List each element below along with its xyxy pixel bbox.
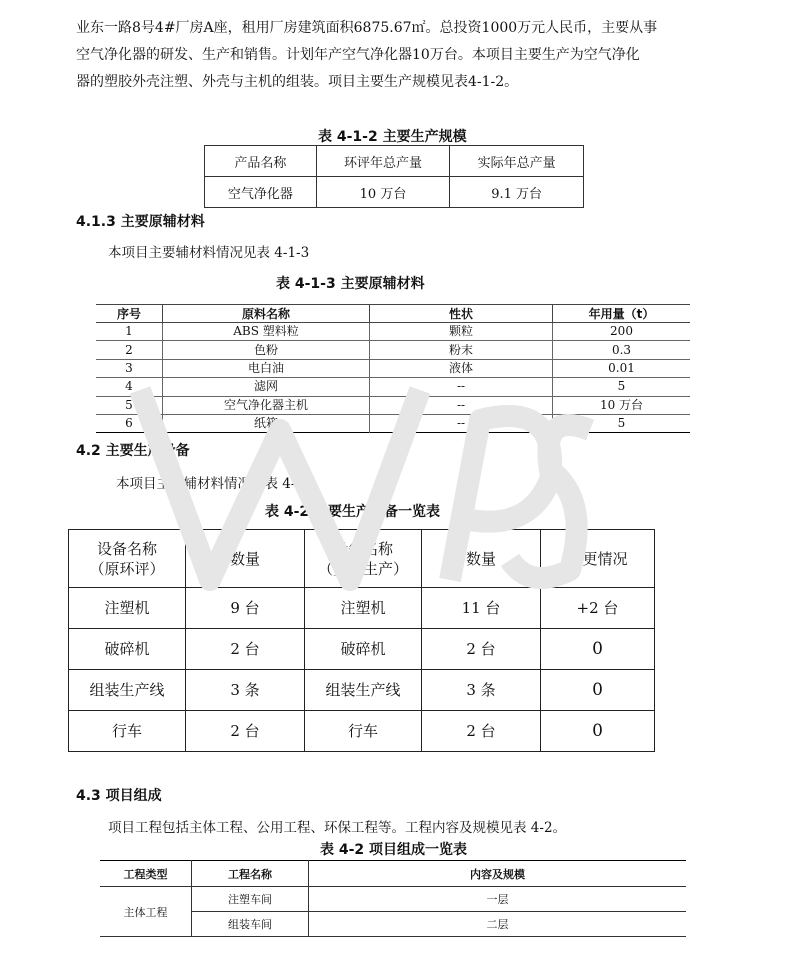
section-42-heading: 4.2 主要生产设备: [76, 443, 190, 459]
table-header: 原料名称: [163, 305, 370, 323]
table-cell: 空气净化器: [205, 177, 317, 208]
table-cell: 5: [553, 414, 691, 432]
table-header: 内容及规模: [309, 861, 687, 887]
table-cell: 6: [96, 414, 163, 432]
table-cell: 空气净化器主机: [163, 396, 370, 414]
table-row: [69, 670, 655, 711]
table-cell: 行车: [69, 711, 186, 752]
table-cell: 200: [553, 323, 691, 341]
table-cell: 滤网: [163, 378, 370, 396]
table-cell: 0: [541, 670, 655, 711]
table-cell: 电白油: [163, 359, 370, 377]
table-cell: 纸箱: [163, 414, 370, 432]
production-scale-table: [204, 145, 584, 208]
table-cell: 二层: [309, 912, 687, 937]
section-413-text: 本项目主要辅材料情况见表 4-1-3: [108, 245, 310, 261]
table-header: 年用量（t）: [553, 305, 691, 323]
table-row: [96, 323, 690, 341]
table-cell: 主体工程: [100, 887, 192, 937]
equipment-table: [68, 529, 655, 752]
intro-line: 器的塑胶外壳注塑、外壳与主机的组装。项目主要生产规模见表4-1-2。: [76, 74, 519, 90]
table-header: 产品名称: [205, 146, 317, 177]
section-413-heading: 4.1.3 主要原辅材料: [76, 214, 205, 230]
table-cell: 一层: [309, 887, 687, 912]
section-42-text: 本项目主要辅材料情况见表 4-2: [116, 476, 305, 492]
table-cell: ABS 塑料粒: [163, 323, 370, 341]
table-cell: 粉末: [370, 341, 553, 359]
table-row: [96, 378, 690, 396]
table-cell: 3 条: [422, 670, 541, 711]
table-cell: 1: [96, 323, 163, 341]
table-cell: +2 台: [541, 588, 655, 629]
table-header: 实际年总产量: [450, 146, 584, 177]
table-cell: 破碎机: [305, 629, 422, 670]
table-cell: 注塑机: [305, 588, 422, 629]
table-cell: 2 台: [186, 629, 305, 670]
table-header: 变更情况: [541, 530, 655, 588]
table-cell: 3 条: [186, 670, 305, 711]
project-composition-table: [100, 860, 686, 937]
table-cell: 组装车间: [192, 912, 309, 937]
table-header: 工程名称: [192, 861, 309, 887]
table-cell: --: [370, 414, 553, 432]
table-header: 数量: [422, 530, 541, 588]
table-cell: 9 台: [186, 588, 305, 629]
table-cell: --: [370, 396, 553, 414]
table-cell: 注塑机: [69, 588, 186, 629]
table-cell: 组装生产线: [69, 670, 186, 711]
table-row: [96, 414, 690, 432]
table-cell: --: [370, 378, 553, 396]
table-cell: 0: [541, 711, 655, 752]
table-cell: 注塑车间: [192, 887, 309, 912]
table-cell: 2: [96, 341, 163, 359]
table-413-caption: 表 4-1-3 主要原辅材料: [276, 276, 425, 292]
table-cell: 5: [553, 378, 691, 396]
table-cell: 0.3: [553, 341, 691, 359]
section-43-text: 项目工程包括主体工程、公用工程、环保工程等。工程内容及规模见表 4-2。: [108, 820, 567, 836]
table-header: 序号: [96, 305, 163, 323]
table-cell: 颗粒: [370, 323, 553, 341]
table-42-caption: 表 4-2 主要生产设备一览表: [265, 504, 441, 520]
table-row: [69, 629, 655, 670]
table-cell: 10 万台: [316, 177, 450, 208]
table-header: 设备名称 （实际生产）: [305, 530, 422, 588]
table-cell: 色粉: [163, 341, 370, 359]
table-row: [96, 396, 690, 414]
table-row: [69, 588, 655, 629]
section-43-heading: 4.3 项目组成: [76, 788, 162, 804]
table-header: 数量: [186, 530, 305, 588]
intro-line: 业东一路8号4#厂房A座，租用厂房建筑面积6875.67㎡。总投资1000万元人民币，主要从事: [76, 20, 658, 36]
table-cell: 组装生产线: [305, 670, 422, 711]
raw-materials-table: [96, 304, 690, 433]
intro-paragraph: [76, 15, 726, 96]
table-cell: 5: [96, 396, 163, 414]
table-cell: 0: [541, 629, 655, 670]
table-cell: 4: [96, 378, 163, 396]
table-cell: 液体: [370, 359, 553, 377]
table-row: [96, 341, 690, 359]
table-row: [69, 711, 655, 752]
table-cell: 10 万台: [553, 396, 691, 414]
table-header: 环评年总产量: [316, 146, 450, 177]
table-header: 工程类型: [100, 861, 192, 887]
table-cell: 破碎机: [69, 629, 186, 670]
table-42b-caption: 表 4-2 项目组成一览表: [320, 842, 468, 858]
table-412-caption: 表 4-1-2 主要生产规模: [318, 129, 467, 145]
intro-line: 空气净化器的研发、生产和销售。计划年产空气净化器10万台。本项目主要生产为空气净化: [76, 47, 640, 63]
table-row: [96, 359, 690, 377]
table-cell: 2 台: [422, 629, 541, 670]
table-cell: 2 台: [422, 711, 541, 752]
table-cell: 3: [96, 359, 163, 377]
table-cell: 11 台: [422, 588, 541, 629]
table-header: 设备名称 （原环评）: [69, 530, 186, 588]
table-cell: 9.1 万台: [450, 177, 584, 208]
table-cell: 行车: [305, 711, 422, 752]
table-header: 性状: [370, 305, 553, 323]
table-cell: 2 台: [186, 711, 305, 752]
table-cell: 0.01: [553, 359, 691, 377]
